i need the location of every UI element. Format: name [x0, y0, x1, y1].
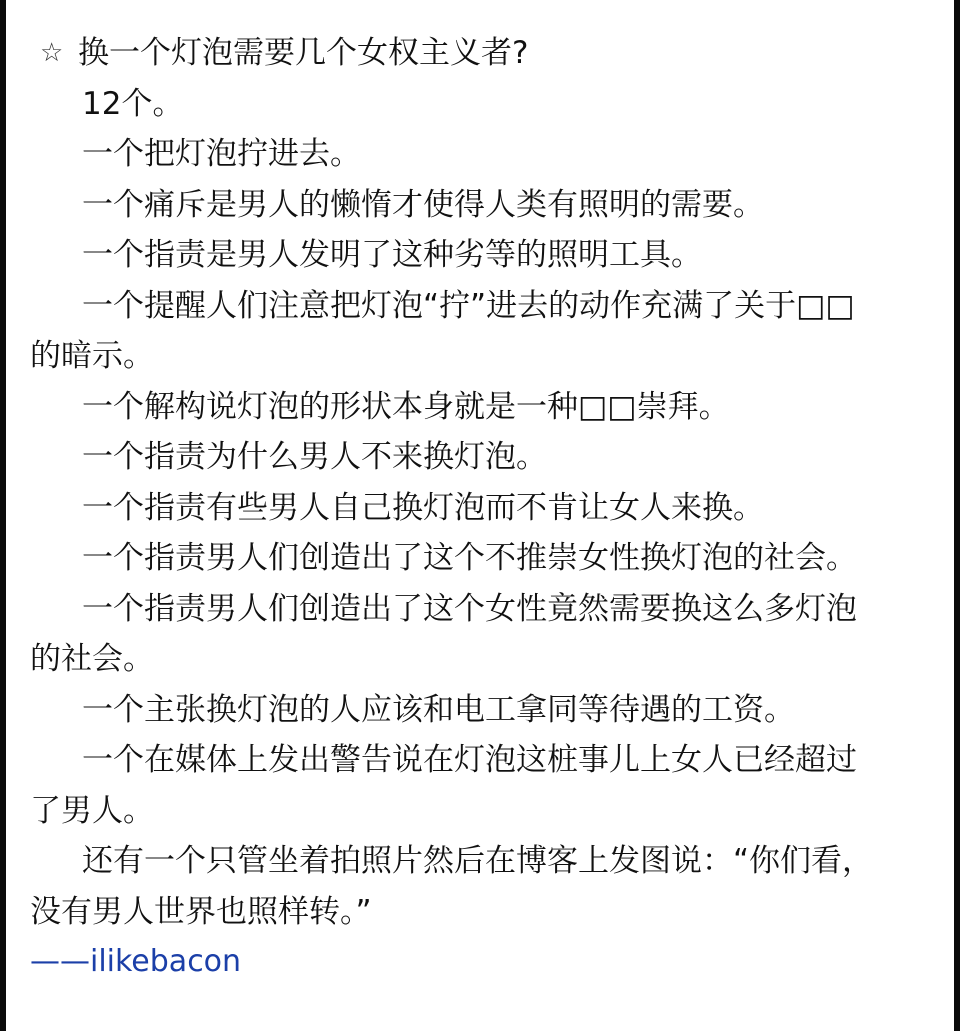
text-line: 一个痛斥是男人的懒惰才使得人类有照明的需要。 — [82, 186, 764, 223]
text-line: 12个。 — [82, 85, 184, 122]
text-line: 一个解构说灯泡的形状本身就是一种□□崇拜。 — [82, 388, 730, 425]
star-outline-icon[interactable]: ☆ — [40, 38, 64, 68]
post-content — [30, 28, 950, 988]
text-line: 一个指责有些男人自己换灯泡而不肯让女人来换。 — [82, 489, 764, 526]
text-line: 一个把灯泡拧进去。 — [82, 136, 361, 172]
text-line: 一个指责为什么男人不来换灯泡。 — [82, 439, 547, 475]
text-line: 没有男人世界也照样转。” — [30, 893, 372, 930]
text-line: 一个指责男人们创造出了这个女性竟然需要换这么多灯泡 — [82, 590, 857, 627]
text-line: 的暗示。 — [30, 338, 154, 374]
text-line: 一个主张换灯泡的人应该和电工拿同等待遇的工资。 — [82, 691, 795, 728]
text-line: 一个在媒体上发出警告说在灯泡这桩事儿上女人已经超过 — [82, 742, 857, 778]
text-line: 一个提醒人们注意把灯泡“拧”进去的动作充满了关于□□ — [82, 287, 855, 324]
signature: ——ilikebacon — [30, 944, 242, 979]
text-line: 还有一个只管坐着拍照片然后在博客上发图说：“你们看， — [82, 843, 874, 879]
text-line: 了男人。 — [30, 792, 154, 829]
post-title-text: 换一个灯泡需要几个女权主义者? — [78, 35, 529, 71]
post-title — [30, 28, 950, 79]
text-line: 一个指责是男人发明了这种劣等的照明工具。 — [82, 237, 702, 273]
text-line: 的社会。 — [30, 641, 154, 677]
paragraph-list — [30, 79, 950, 938]
text-line: 一个指责男人们创造出了这个不推崇女性换灯泡的社会。 — [82, 540, 857, 576]
